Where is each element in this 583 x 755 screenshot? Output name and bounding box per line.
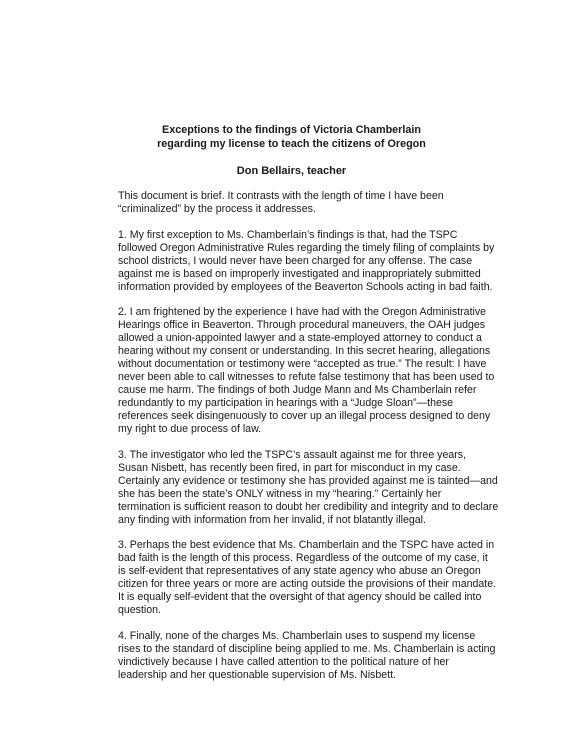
paragraph-line: is self-evident that representatives of any state agency who abuse an Oregon [118,565,481,577]
paragraph-line: 4. Finally, none of the charges Ms. Chamberlain uses to suspend my license [118,629,476,642]
paragraph-line: 3. The investigator who led the TSPC’s assault against me for three years, [118,448,467,461]
paragraph-4 [118,539,518,617]
paragraph-line: rises to the standard of discipline being applied to me. Ms. Chamberlain is acting [118,642,496,655]
paragraph-line: 3. Perhaps the best evidence that Ms. Chamberlain and the TSPC have acted in [118,539,495,551]
paragraph-5 [118,630,518,682]
title-line-1: Exceptions to the findings of Victoria Chamberlain [162,124,421,136]
paragraph-line: Susan Nisbett, has recently been fired, in part for misconduct in my case. [118,461,461,474]
paragraph-line: school districts, I would never have been charged for any offense. The case [118,254,473,267]
paragraph-2 [118,306,518,436]
paragraph-line: any finding with information from her invalid, if not blatantly illegal. [118,513,426,526]
paragraph-line: allowed a union-appointed lawyer and a state-employed attorney to conduct a [118,332,482,344]
paragraph-line: against me is based on improperly investigated and inappropriately submitted [118,267,481,280]
paragraph-line: never been able to call witnesses to refute false testimony that has been used to [118,371,495,383]
paragraph-line: “criminalized” by the process it addresses. [118,203,316,215]
paragraph-3 [118,449,518,527]
paragraph-line: followed Oregon Administrative Rules regarding the timely filing of complaints by [118,241,495,254]
paragraph-1 [118,229,518,294]
paragraph-line: hearing without my consent or understanding. In this secret hearing, allegations [118,345,491,357]
paragraph-line: citizen for three years or more are acting outside the provisions of their mandate. [118,578,497,590]
title-line-2: regarding my license to teach the citizens of Oregon [157,138,426,150]
paragraph-line: Certainly any evidence or testimony she has provided against me is tainted—and [118,474,498,487]
paragraph-line: bad faith is the length of this process. Regardless of the outcome of my case, it [118,552,488,564]
paragraph-line: redundantly to my participation in hearings with a “Judge Sloan”—these [118,397,454,409]
paragraph-line: references seek disingenuously to cover up an illegal process designed to deny [118,410,491,422]
paragraph-line: my right to due process of law. [118,423,262,435]
paragraph-0 [118,190,518,216]
paragraph-line: question. [118,604,161,616]
paragraph-line: she has been the state’s ONLY witness in my “hearing.” Certainly her [118,487,442,500]
paragraph-line: This document is brief. It contrasts with the length of time I have been [118,190,444,202]
paragraph-line: without documentation or testimony were “accepted as true.” The result: I have [118,358,487,370]
paragraph-line: termination is sufficient reason to doubt her credibility and integrity and to declare [118,500,499,513]
paragraph-line: 2. I am frightened by the experience I have had with the Oregon Administrative [118,306,487,318]
paragraph-line: leadership and her questionable supervision of Ms. Nisbett. [118,668,396,681]
document-title [0,123,583,151]
paragraph-line: Hearings office in Beaverton. Through procedural maneuvers, the OAH judges [118,319,486,331]
paragraph-line: information provided by employees of the Beaverton Schools acting in bad faith. [118,280,493,293]
paragraph-line: 1. My first exception to Ms. Chamberlain’s findings is that, had the TSPC [118,228,458,241]
author-line: Don Bellairs, teacher [236,165,347,177]
paragraph-line: vindictively because I have called attention to the political nature of her [118,655,449,668]
document-body [118,190,518,694]
paragraph-line: It is equally self-evident that the oversight of that agency should be called into [118,591,482,603]
paragraph-line: cause me harm. The findings of both Judge Mann and Ms Chamberlain refer [118,384,477,396]
